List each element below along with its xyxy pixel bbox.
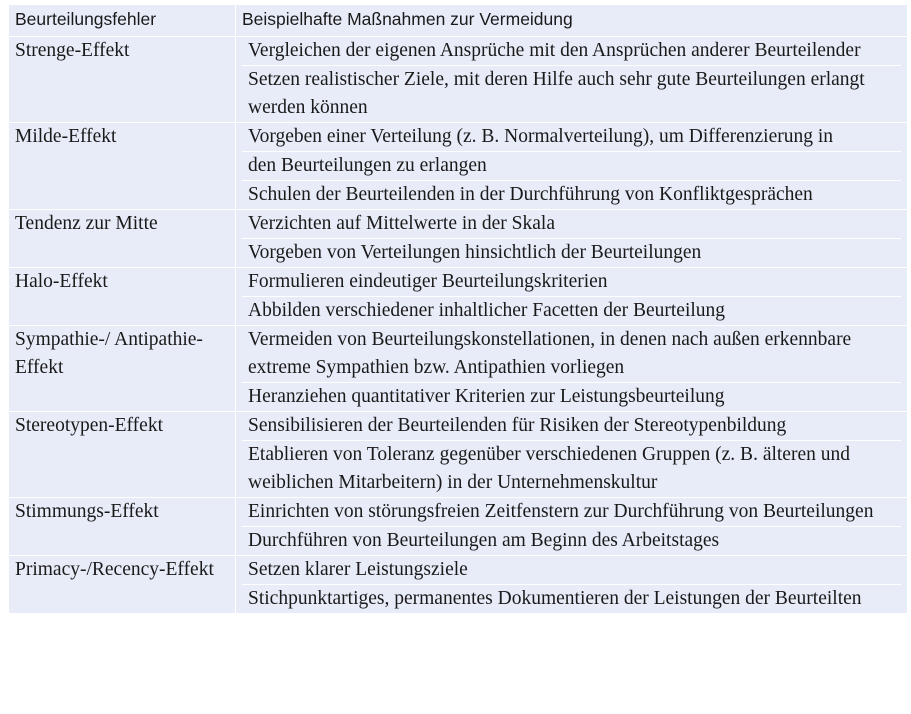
measure-item: Schulen der Beurteilenden in der Durchführung von Konfliktgesprächen: [248, 184, 813, 205]
measure-item: Vorgeben einer Verteilung (z. B. Normalverteilung), um Differenzierung in: [242, 123, 901, 152]
measures-cell: [236, 268, 908, 326]
measures-cell: [236, 37, 908, 123]
assessment-errors-table: [8, 4, 908, 614]
error-cell: [9, 326, 236, 412]
measures-cell: [236, 412, 908, 498]
measure-item: den Beurteilungen zu erlangen: [242, 152, 901, 181]
error-label: Sympathie-/ Antipathie-Effekt: [15, 329, 203, 378]
error-label: Halo-Effekt: [15, 271, 108, 292]
error-cell: [9, 123, 236, 210]
error-cell: [9, 556, 236, 614]
error-cell: [9, 268, 236, 326]
table-row: [9, 210, 908, 268]
error-cell: [9, 498, 236, 556]
measures-cell: [236, 210, 908, 268]
error-cell: [9, 412, 236, 498]
measure-item: Stichpunktartiges, permanentes Dokumentieren der Leistungen der Beurteilten: [248, 588, 862, 609]
measure-item: Etablieren von Toleranz gegenüber verschiedenen Gruppen (z. B. älteren und weiblichen Mitarbeitern) in der Unternehmenskultur: [248, 444, 850, 493]
measure-item: Setzen realistischer Ziele, mit deren Hilfe auch sehr gute Beurteilungen erlangt werden können: [248, 69, 865, 118]
measure-item: Vorgeben von Verteilungen hinsichtlich der Beurteilungen: [248, 242, 702, 263]
measure-item: Abbilden verschiedener inhaltlicher Facetten der Beurteilung: [248, 300, 726, 321]
error-label: Milde-Effekt: [15, 126, 117, 147]
measure-item: Setzen klarer Leistungsziele: [242, 556, 901, 585]
measure-item: Sensibilisieren der Beurteilenden für Risiken der Stereotypenbildung: [242, 412, 901, 441]
header-col-error: Beurteilungsfehler: [9, 5, 236, 37]
measures-cell: [236, 326, 908, 412]
error-cell: [9, 210, 236, 268]
measure-item: Vermeiden von Beurteilungskonstellationen, in denen nach außen erkennbare extreme Sympathien bzw. Antipathien vorliegen: [242, 326, 901, 383]
error-label: Stereotypen-Effekt: [15, 415, 164, 436]
measure-item: Einrichten von störungsfreien Zeitfenstern zur Durchführung von Beurteilungen: [242, 498, 901, 527]
error-label: Strenge-Effekt: [15, 40, 130, 61]
error-label: Tendenz zur Mitte: [15, 213, 158, 234]
table-row: [9, 412, 908, 498]
table-row: [9, 556, 908, 614]
measure-item: Vergleichen der eigenen Ansprüche mit den Ansprüchen anderer Beurteilender: [242, 37, 901, 66]
table-row: [9, 498, 908, 556]
header-col-measures: Beispielhafte Maßnahmen zur Vermeidung: [236, 5, 908, 37]
measure-item: Heranziehen quantitativer Kriterien zur Leistungsbeurteilung: [248, 386, 725, 407]
measures-cell: [236, 123, 908, 210]
table-header-row: [9, 5, 908, 37]
table-row: [9, 37, 908, 123]
measures-cell: [236, 498, 908, 556]
measure-item: Formulieren eindeutiger Beurteilungskriterien: [242, 268, 901, 297]
error-cell: [9, 37, 236, 123]
table-row: [9, 326, 908, 412]
error-label: Stimmungs-Effekt: [15, 501, 159, 522]
error-label: Primacy-/Recency-Effekt: [15, 559, 214, 580]
measure-item: Durchführen von Beurteilungen am Beginn des Arbeitstages: [248, 530, 720, 551]
measure-item: Verzichten auf Mittelwerte in der Skala: [242, 210, 901, 239]
table-row: [9, 123, 908, 210]
measures-cell: [236, 556, 908, 614]
table-row: [9, 268, 908, 326]
